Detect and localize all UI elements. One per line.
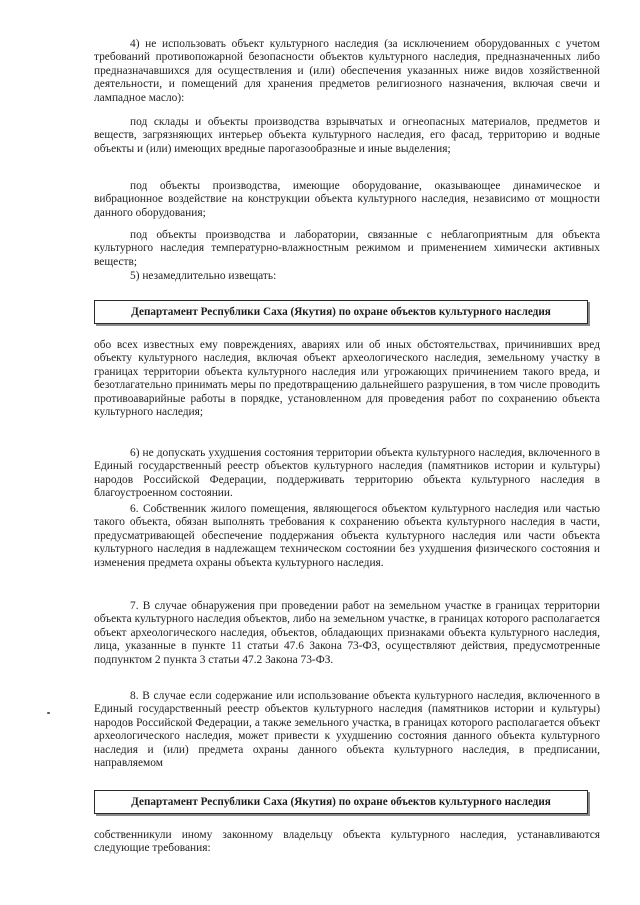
paragraph-laboratories: под объекты производства и лаборатории, связанные с неблагоприятным для объекта культурного наследия температурно-влажностным режимом и применением химически активных веществ; (94, 229, 600, 268)
department-stamp-text-2: Департамент Республики Саха (Якутия) по охране объектов культурного наследия (131, 796, 551, 808)
paragraph-requirements-intro: собственникули иному законному владельцу объекта культурного наследия, устанавливаются следующие требования: (94, 829, 600, 855)
paragraph-production-vibration: под объекты производства, имеющие оборудование, оказывающее динамическое и вибрационное воздействие на конструкции объекта культурного наследия, независимо от мощности данного оборудования; (94, 180, 600, 219)
department-stamp-banner-2 (94, 790, 588, 814)
department-stamp-text: Департамент Республики Саха (Якутия) по охране объектов культурного наследия (131, 306, 551, 318)
paragraph-warehouses: под склады и объекты производства взрывчатых и огнеопасных материалов, предметов и веществ, загрязняющих интерьер объекта культурного наследия, его фасад, территорию и водные объекты и (или) имеющих вредные парогазообразные и иные выделения; (94, 116, 600, 155)
department-stamp-banner (94, 300, 588, 324)
paragraph-item-6: 6) не допускать ухудшения состояния территории объекта культурного наследия, включенного в Единый государственный реестр объектов культурного наследия (памятников истории и культуры) народов Российской Федерации, поддерживать территорию объекта культурного наследия в благоустроенном состоянии. (94, 447, 600, 500)
paragraph-item-5: 5) незамедлительно извещать: (130, 270, 277, 282)
scan-speck (47, 712, 50, 714)
paragraph-section-7: 7. В случае обнаружения при проведении работ на земельном участке в границах территории объекта культурного наследия объектов, либо на земельном участке, в границах которого располагается объект археологического наследия, объектов, обладающих признаками объекта культурного наследия, лица, указанные в пункте 11 статьи 47.6 Закона 73-ФЗ, осуществляют действия, предусмотренные подпунктом 2 пункта 3 статьи 47.2 Закона 73-ФЗ. (94, 600, 600, 666)
paragraph-item-4: 4) не использовать объект культурного наследия (за исключением оборудованных с учетом требований противопожарной безопасности объектов культурного наследия, предназначенных либо предназначавшихся для осуществления и (или) обеспечения указанных ниже видов хозяйственной деятельности, и помещений для хранения предметов религиозного назначения, включая свечи и лампадное масло): (94, 38, 600, 104)
paragraph-section-6: 6. Собственник жилого помещения, являющегося объектом культурного наследия или частью такого объекта, обязан выполнять требования к сохранению объекта культурного наследия в части, предусматривающей обеспечение поддержания объекта культурного наследия или части объекта культурного наследия в надлежащем техническом состоянии без ухудшения физического состояния и изменения предмета охраны объекта культурного наследия. (94, 503, 600, 569)
paragraph-section-8: 8. В случае если содержание или использование объекта культурного наследия, включенного в Единый государственный реестр объектов культурного наследия (памятников истории и культуры) народов Российской Федерации, а также земельного участка, в границах которого располагается объект археологического наследия, может привести к ухудшению состояния данного объекта культурного наследия и (или) предмета охраны данного объекта культурного наследия, в предписании, направляемом (94, 690, 600, 770)
paragraph-damage-notice: обо всех известных ему повреждениях, авариях или об иных обстоятельствах, причинивших вред объекту культурного наследия, включая объект археологического наследия, земельному участку в границах территории объекта культурного наследия или угрожающих причинением такого вреда, и безотлагательно принимать меры по предотвращению дальнейшего разрушения, в том числе проводить противоаварийные работы в порядке, установленном для проведения работ по сохранению объекта культурного наследия; (94, 339, 600, 419)
